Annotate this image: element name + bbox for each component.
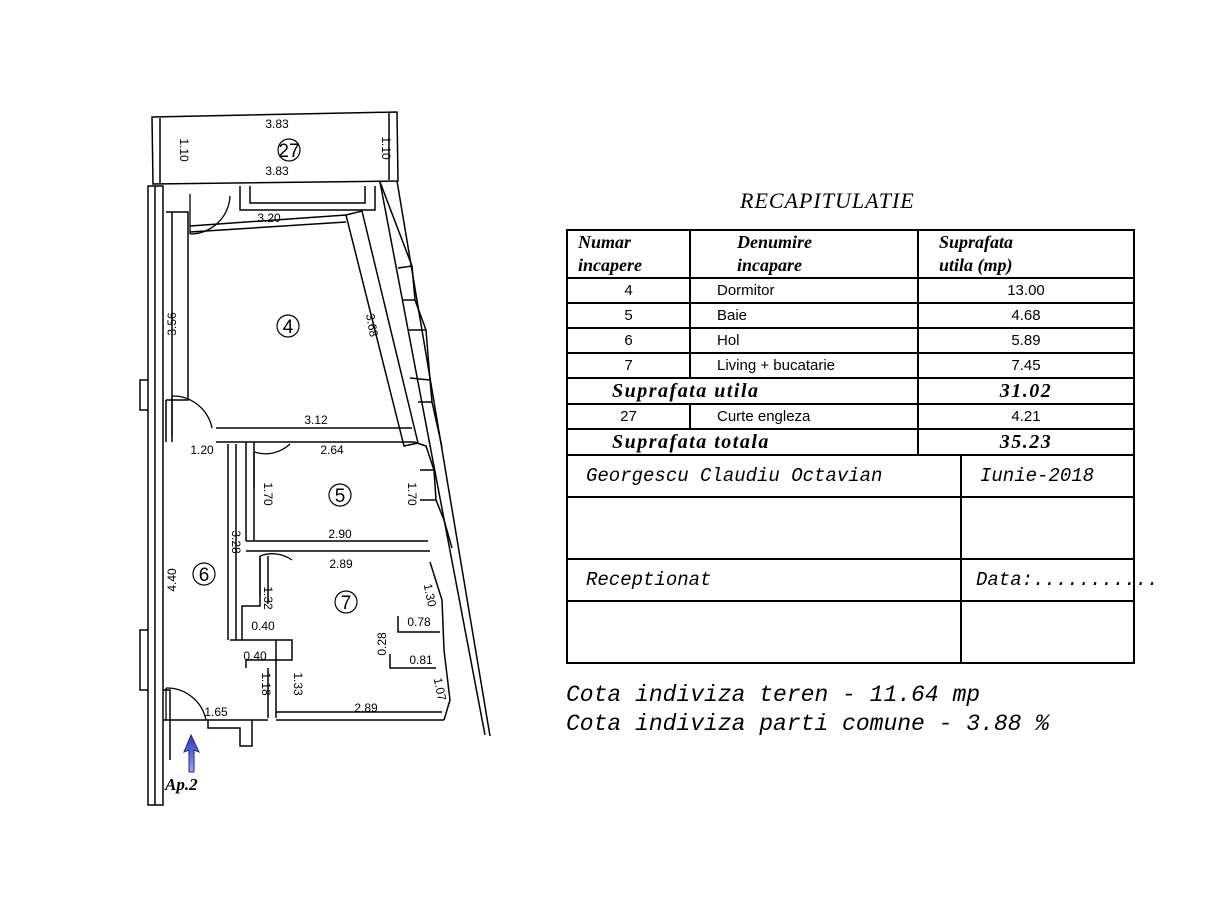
useful-area-label: Suprafata utila <box>567 378 918 404</box>
table-row <box>567 303 1134 328</box>
reception-row <box>567 559 1134 601</box>
entrance-arrow-icon <box>184 735 199 772</box>
author-name: Georgescu Claudiu Octavian <box>567 455 961 497</box>
room-area-cell: 7.45 <box>918 353 1134 378</box>
dim-27-width: 3.83 <box>265 164 289 178</box>
signature-blank-row <box>567 497 1134 559</box>
room-name-cell: Dormitor <box>690 278 918 303</box>
dim-5-top: 2.64 <box>320 443 344 457</box>
room-area-cell: 5.89 <box>918 328 1134 353</box>
table-row <box>567 404 1134 429</box>
dim-028: 0.28 <box>375 632 389 656</box>
recap-header-row <box>567 230 1134 278</box>
cota-parti-comune: Cota indiviza parti comune - 3.88 % <box>566 711 1050 737</box>
useful-area-row <box>567 378 1134 404</box>
recap-title: RECAPITULATIE <box>740 188 915 213</box>
dim-4-right: 3.68 <box>363 312 381 339</box>
dim-hall-inner: 3.28 <box>229 530 243 554</box>
signature-row <box>567 455 1134 497</box>
door-swings <box>166 194 292 720</box>
dim-040-lower: 0.40 <box>243 649 267 663</box>
useful-area-value: 31.02 <box>918 378 1134 404</box>
room-area-cell: 4.21 <box>918 404 1134 429</box>
dim-27-right-height: 1.10 <box>379 136 393 160</box>
dim-5-bottom: 2.90 <box>328 527 352 541</box>
header-room-number: Numar incapere <box>567 230 690 278</box>
room-6-label: 6 <box>198 565 210 586</box>
reception-date-space <box>961 601 1134 663</box>
table-row <box>567 353 1134 378</box>
dim-5-left: 1.70 <box>261 482 275 506</box>
room-name-cell: Living + bucatarie <box>690 353 918 378</box>
apartment-label: Ap.2 <box>165 775 198 794</box>
room-7-label: 7 <box>340 593 352 614</box>
reception-signature-space <box>567 601 961 663</box>
dim-27-left-height: 1.10 <box>177 138 191 162</box>
room-27-label: 27 <box>278 141 300 162</box>
room-area-cell: 13.00 <box>918 278 1134 303</box>
dim-7-door: 1.32 <box>261 586 275 610</box>
dim-4-left: 3.56 <box>165 312 179 336</box>
dim-hall-top: 1.20 <box>190 443 214 457</box>
received-label: Receptionat <box>567 559 961 601</box>
dim-entrance: 1.65 <box>204 705 228 719</box>
room-4-label: 4 <box>282 317 294 338</box>
room-name-cell: Curte engleza <box>690 404 918 429</box>
dim-4-top: 3.20 <box>257 211 281 225</box>
dim-081: 0.81 <box>409 653 433 667</box>
room-number-cell: 4 <box>567 278 690 303</box>
dim-7-right-top: 1.30 <box>420 582 440 609</box>
dim-4-bottom: 3.12 <box>304 413 328 427</box>
dim-107: 1.07 <box>430 676 450 703</box>
recap-table <box>566 229 1135 456</box>
dim-5-right: 1.70 <box>405 482 419 506</box>
signature-table <box>566 454 1159 664</box>
header-room-name: Denumire incapare <box>690 230 918 278</box>
reception-blank-row <box>567 601 1134 663</box>
table-row <box>567 328 1134 353</box>
author-signature-space <box>567 497 961 559</box>
dim-040-upper: 0.40 <box>251 619 275 633</box>
dim-7-bottom: 2.89 <box>354 701 378 715</box>
dim-078: 0.78 <box>407 615 431 629</box>
total-area-value: 35.23 <box>918 429 1134 455</box>
dim-top-width: 3.83 <box>265 117 289 131</box>
total-area-label: Suprafata totala <box>567 429 918 455</box>
document-date: Iunie-2018 <box>961 455 1134 497</box>
author-date-space <box>961 497 1134 559</box>
dim-118: 1.18 <box>259 672 273 696</box>
dim-133: 1.33 <box>291 672 305 696</box>
date-field: Data:........... <box>961 559 1134 601</box>
dim-6-height: 4.40 <box>165 568 179 592</box>
room-name-cell: Baie <box>690 303 918 328</box>
total-area-row <box>567 429 1134 455</box>
cota-teren: Cota indiviza teren - 11.64 mp <box>566 682 981 708</box>
dim-7-top: 2.89 <box>329 557 353 571</box>
room-area-cell: 4.68 <box>918 303 1134 328</box>
room-number-cell: 5 <box>567 303 690 328</box>
header-area: Suprafata utila (mp) <box>918 230 1134 278</box>
room-number-cell: 7 <box>567 353 690 378</box>
dimension-labels <box>165 117 449 719</box>
room-5-label: 5 <box>334 486 346 507</box>
room-name-cell: Hol <box>690 328 918 353</box>
room-number-cell: 6 <box>567 328 690 353</box>
table-row <box>567 278 1134 303</box>
floor-plan <box>0 0 600 914</box>
room-number-cell: 27 <box>567 404 690 429</box>
